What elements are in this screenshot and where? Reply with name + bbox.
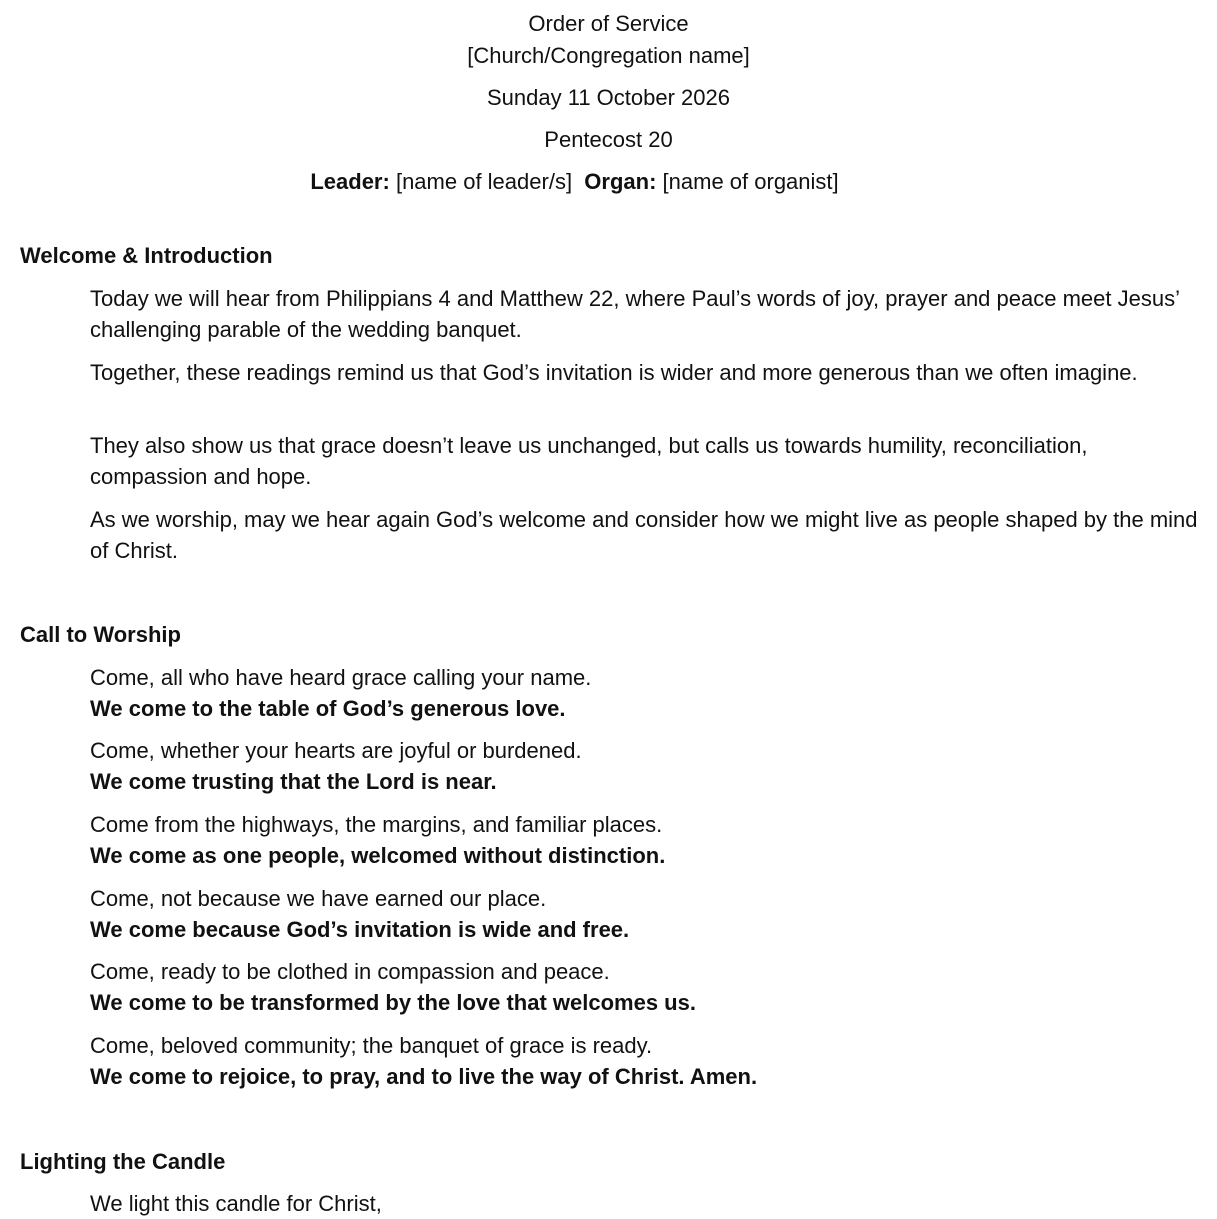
welcome-paragraph: As we worship, may we hear again God’s welcome and consider how we might live as people shaped by the mind of Christ. <box>90 507 1198 563</box>
leader-line: Come from the highways, the margins, and familiar places. <box>90 812 663 837</box>
leader-organ-line <box>0 166 1183 198</box>
people-response: We come trusting that the Lord is near. <box>90 769 497 794</box>
liturgical-day: Pentecost 20 <box>544 127 673 152</box>
leader-line: Come, whether your hearts are joyful or burdened. <box>90 738 582 763</box>
leader-value: [name of leader/s] <box>395 169 573 194</box>
call-response-pair <box>90 662 1200 724</box>
lighting-candle-heading: Lighting the Candle <box>20 1149 226 1174</box>
document-title: Order of Service <box>528 11 689 36</box>
welcome-paragraph: Today we will hear from Philippians 4 and Matthew 22, where Paul’s words of joy, prayer and peace meet Jesus’ challenging parable of the wedding banquet. <box>90 286 1180 342</box>
leader-line: Come, all who have heard grace calling your name. <box>90 665 592 690</box>
welcome-heading: Welcome & Introduction <box>20 243 273 268</box>
leader-line: Come, beloved community; the banquet of grace is ready. <box>90 1033 653 1058</box>
leader-line: Come, not because we have earned our place. <box>90 886 547 911</box>
call-response-pair <box>90 956 1200 1018</box>
call-response-pair <box>90 883 1200 945</box>
service-date: Sunday 11 October 2026 <box>487 85 730 110</box>
people-response: We come to rejoice, to pray, and to live the way of Christ. Amen. <box>90 1064 758 1089</box>
call-response-pair <box>90 735 1200 797</box>
call-response-pair <box>90 809 1200 871</box>
welcome-paragraph: They also show us that grace doesn’t leave us unchanged, but calls us towards humility, reconciliation, compassion and hope. <box>90 433 1088 489</box>
people-response: We come to the table of God’s generous love. <box>90 696 566 721</box>
call-response-pair <box>90 1030 1200 1092</box>
people-response: We come as one people, welcomed without distinction. <box>90 843 666 868</box>
leader-line: Come, ready to be clothed in compassion and peace. <box>90 959 610 984</box>
call-to-worship-heading: Call to Worship <box>20 622 181 647</box>
welcome-paragraph: Together, these readings remind us that God’s invitation is wider and more generous than we often imagine. <box>90 360 1138 385</box>
organ-label: Organ: <box>584 169 657 194</box>
people-response: We come to be transformed by the love that welcomes us. <box>90 990 696 1015</box>
leader-label: Leader: <box>310 169 390 194</box>
organ-value: [name of organist] <box>662 169 839 194</box>
candle-first-line: We light this candle for Christ, <box>90 1191 382 1216</box>
church-name: [Church/Congregation name] <box>467 43 750 68</box>
people-response: We come because God’s invitation is wide and free. <box>90 917 630 942</box>
